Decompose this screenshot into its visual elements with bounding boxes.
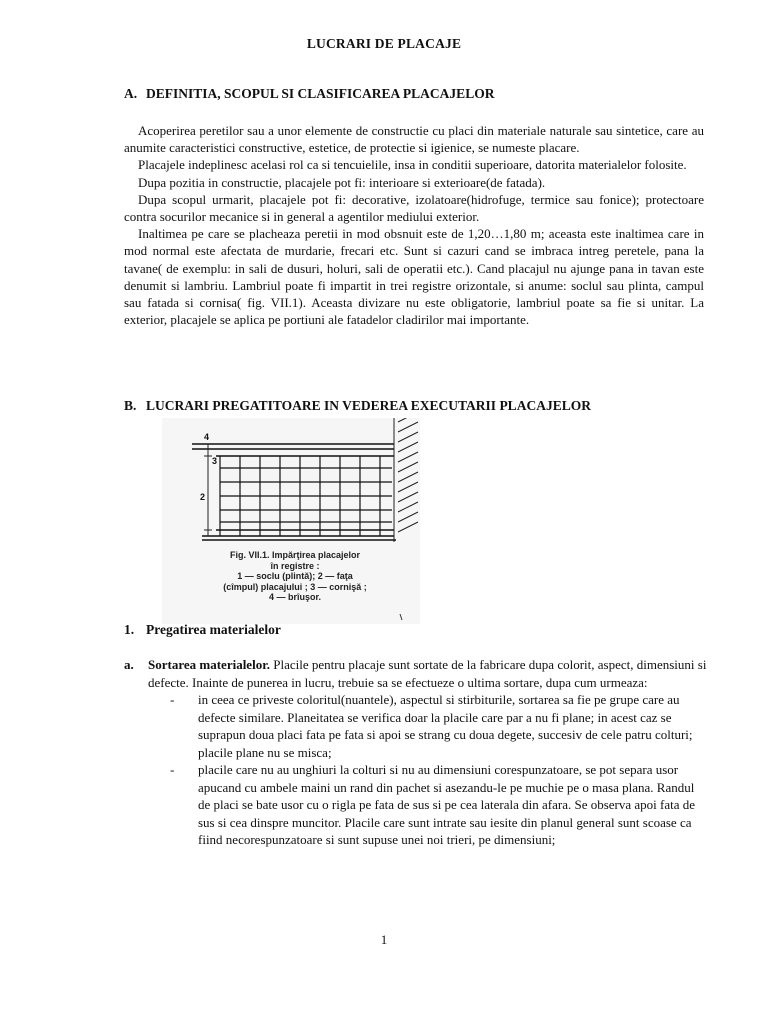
bullet-list xyxy=(148,691,714,849)
subsection-body xyxy=(148,656,714,849)
bullet-dash: - xyxy=(170,692,175,707)
section-b-heading xyxy=(124,398,591,414)
section-a-body xyxy=(124,122,704,328)
document-title: LUCRARI DE PLACAJE xyxy=(306,36,462,51)
section-a-title: DEFINITIA, SCOPUL SI CLASIFICAREA PLACAJELOR xyxy=(146,86,495,101)
section-a-sortare xyxy=(124,656,714,849)
paragraph: Acoperirea peretilor sau a unor elemente de constructie cu placi din materiale naturale sau sintetice, care au anumite caracteristici constructive, estetice, de protectie si igienice, se numeste placare. xyxy=(124,123,704,156)
list-item xyxy=(148,761,706,849)
paragraph: Dupa scopul urmarit, placajele pot fi: decorative, izolatoare(hidrofuge, termice sau fonice); protectoare contra socurilor mecanice si in general a agentilor mediului exterior. xyxy=(124,191,704,225)
subsection-label: a. xyxy=(124,657,134,672)
figure-caption-line: 4 — brîuşor. xyxy=(268,592,321,602)
list-item-text: in ceea ce priveste coloritul(nuantele), aspectul si stirbiturile, sortarea sa fie pe grupe care au defecte similare. Planeitatea se verifica doar la placile care par a nu fi plane; in acest caz se suprapun doua placi fata pe fata si apoi se strang cu doua degete, succesiv de cele patru colturi; placile plane nu se misca; xyxy=(198,692,693,760)
figure-caption-line: în registre : xyxy=(270,560,320,571)
figure-caption-line: (cîmpul) placajului ; 3 — cornişă ; xyxy=(223,581,367,592)
figure-mark-2: 2 xyxy=(200,492,206,502)
list-item xyxy=(148,691,706,761)
bullet-dash: - xyxy=(170,762,175,777)
section-b-title: LUCRARI PREGATITOARE IN VEDEREA EXECUTARII PLACAJELOR xyxy=(146,398,591,413)
section-1-number: 1. xyxy=(124,622,135,637)
figure-caption xyxy=(170,550,420,603)
section-a-heading xyxy=(124,86,494,102)
subsection-text: Placile pentru placaje sunt sortate de la fabricare dupa colorit, aspect, dimensiuni si defecte. Inainte de punerea in lucru, trebuie sa se efectueze o ultima sortare, dupa cum urmeaza: xyxy=(148,657,707,690)
figure-caption-line: 1 — soclu (plintă); 2 — faţa xyxy=(237,571,353,581)
subsection-lead: Sortarea materialelor. xyxy=(148,657,271,672)
section-a-number: A. xyxy=(124,86,138,101)
paragraph: Placajele indeplinesc acelasi rol ca si tencuielile, insa in conditii superioare, datorita materialelor folosite. xyxy=(138,157,687,173)
section-b-number: B. xyxy=(124,398,137,413)
paragraph: Inaltimea pe care se placheaza peretii in mod obsnuit este de 1,20…1,80 m; aceasta este inaltimea care in mod normal este afectata de murdarie, frecari etc. Sunt si cazuri cand se imbraca intreg peretele, pana la tavane( de exemplu: in sali de dusuri, holuri, sali de operatii etc.). Cand placajul nu ajunge pana in tavan este denumit si lambriu. Lambriul poate fi impartit in trei registre orizontale, si anume: soclul sau plinta, campul sau fatada si cornisa( fig. VII.1). Aceasta divizare nu este obligatorie, lambriul poate sa fie si unitar. La exterior, placajele se aplica pe portiuni ale fatadelor cladirilor mai importante. xyxy=(124,226,704,328)
figure-mark-3: 3 xyxy=(212,456,218,466)
list-item-text: placile care nu au unghiuri la colturi si nu au dimensiuni corespunzatoare, se pot separa usor apucand cu ambele maini un rand din pachet si asezandu-le pe muchie pe o masa plana. Randul de placi se bate usor cu o rigla pe fata de sus si pe cea laterala din afara. Se observa apoi fata de sus si cea dinspre muncitor. Placile care sunt intrate sau iesite din planul general sunt scoase ca fiind necorespunzatoare si sunt supuse unei noi trieri, pe dimensiuni; xyxy=(198,762,696,847)
section-1-title: Pregatirea materialelor xyxy=(146,622,281,637)
figure-caption-line: Fig. VII.1. Impărţirea placajelor xyxy=(229,550,361,560)
section-1-heading xyxy=(124,622,281,638)
figure-mark-4: 4 xyxy=(204,432,210,442)
paragraph: Dupa pozitia in constructie, placajele pot fi: interioare si exterioare(de fatada). xyxy=(138,174,546,190)
page-number: 1 xyxy=(380,932,388,947)
